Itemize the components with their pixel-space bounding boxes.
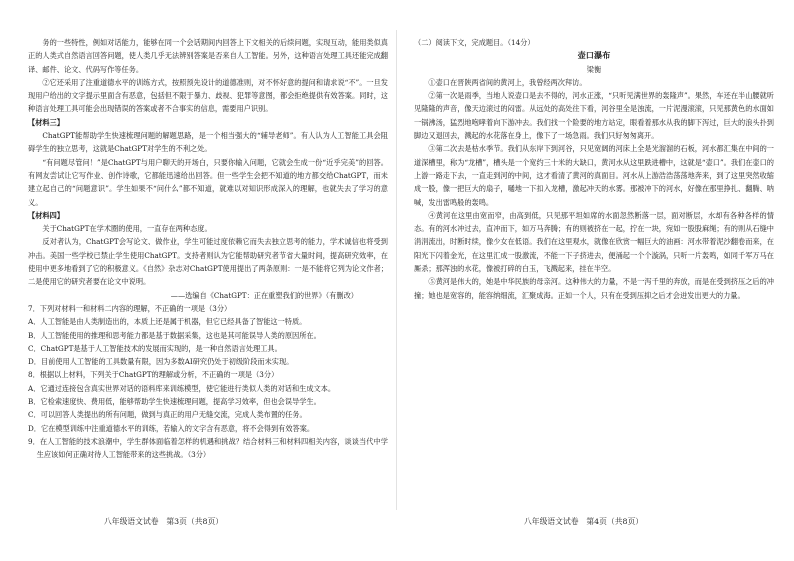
article-paragraph-5: ⑤黄河是伟大的，她是中华民族的母亲河。这种伟大的力量，不是一泻千里的奔放，而是在受到挤压之后的冲撞；她也是宽容的，能容纳细流，汇聚成海。正如一个人，只有在受到压抑之后才会迸发出更大的力量。	[414, 277, 774, 300]
article-paragraph-2: ②第一次是雨季，当地人说壶口是去不得的，河水正涨，“只听见满世界的轰隆声”。果然，车还在半山腰就听见隆隆的声音，像天边滚过的闷雷。从远处的高处往下看，河谷里全是浊流，一片泥漫滚滚，只见那黄色的水面如一锅沸汤，猛烈地咆哮着向下游冲去。我们找一个险要的地方站定，眼看着那水从我的脚下泻过，巨大的浪头扑到脚边又退回去，溅起的水花落在身上，像下了一场急雨。我们只好匆匆离开。	[414, 91, 774, 141]
question-8-option-c: C．可以回答人类提出的所有问题，做到与真正的用户无缝交流，完成人类布置的任务。	[28, 410, 307, 420]
paragraph-ethics-training: ②它还采用了注重道德水平的训练方式，按照预先设计的道德准则，对不怀好意的提问和请求说“不”。一旦发现用户给出的文字提示里面含有恶意，包括但不限于暴力、歧视、犯罪等意图，都会拒绝提供有效答案。同时，这种语言处理工具可能会出现错误的答案或者不合事实的信息，需要用户识别。	[28, 77, 388, 114]
question-7-option-c: C．ChatGPT是基于人工智能技术的发展而实现的，是一种自然语言处理工具。	[28, 343, 282, 353]
section-heading: （二）阅读下文，完成题目。（14分）	[414, 38, 535, 47]
material4-heading: 【材料四】	[28, 210, 64, 220]
article-title: 壶口瀑布	[577, 50, 611, 61]
question-7-option-a: A．人工智能是由人类制造出的，本质上还是属于机器，但它已经具备了智能这一特质。	[28, 317, 307, 327]
paragraph-tutor: ChatGPT能帮助学生快速梳理问题的解题思路，是一个相当强大的“辅导老师”。有人认为人工智能工具会阻碍学生的独立思考，这就是ChatGPT对学生的不利之处。	[28, 131, 388, 154]
right-page-column	[414, 36, 774, 302]
paragraph-chatgpt-features: 务的一些特性，例如对话能力，能够在同一个会话期间内回答上下文相关的后续问题，实现互动，能用类似真正的人类式自然语言回答问题，使人类几乎无法辨别答案是否来自人工智能。另外，这种语言处理工具还能完成翻译、邮件、论文、代码写作等任务。	[28, 38, 388, 74]
left-page-column	[28, 36, 388, 462]
paragraph-question-awareness: “有问题尽管问！”是ChatGPT与用户聊天的开场白，只要你输入问题，它就会生成一份“近乎完美”的回答。有网友尝试让它写作业、创作诗歌，它都能迅速给出回答。但一些学生会把不知道的地方都交给ChatGPT，而未建立起自己的“问题意识”。学生如果不“问什么”都不知道，就难以对知识形成深入的理解，也就失去了学习的意义。	[28, 157, 388, 207]
question-7: 7．下列对材料一和材料二内容的理解，不正确的一项是（3分）	[28, 303, 232, 313]
article-paragraph-1: ①壶口在晋陕两省间的黄河上，我曾经两次拜访。	[428, 77, 587, 87]
material3-heading: 【材料三】	[28, 117, 64, 127]
paragraph-two-attitudes: 关于ChatGPT在学术圈的使用，一直存在两种态度。	[42, 224, 212, 234]
footer-page-3: 八年级语文试卷 第3页（共8页）	[104, 517, 224, 526]
question-8: 8．根据以上材料，下列关于ChatGPT的理解或分析，不正确的一项是（3分）	[28, 370, 279, 380]
question-7-option-b: B．人工智能使用的推理和思考能力都是基于数据采集，这也是其可能误导人类的原因所在。	[28, 330, 321, 340]
question-8-option-d: D．它在模型训练中注重道德水平的训练，若输入的文字含有恶意，将不会得到有效答案。	[28, 423, 315, 433]
question-7-option-d: D．目前使用人工智能的工具数量有限，因为多数AI研究仍处于初级阶段而未实现。	[28, 357, 294, 367]
question-8-option-b: B．它检索速度快、费用低，能够帮助学生快速梳理问题，提高学习效率，但也会误导学生。	[28, 397, 321, 407]
paragraph-academic-debate: 反对者认为，ChatGPT会写论文、做作业，学生可能过度依赖它而失去独立思考的能力，学术诚信也将受到冲击。美国一些学校已禁止学生使用ChatGPT。支持者则认为它能帮助研究者节省大量时间，提高研究效率，在使用中更多地看到了它的积极意义。《自然》杂志对ChatGPT使用提出了两条原则：一是不能将它列为论文作者；二是使用它的研究者要在论文中说明。	[28, 237, 388, 287]
article-paragraph-3: ③第二次去是枯水季节。我们从东岸下到河谷，只见宽阔的河床上全是光溜溜的石板，河水都汇集在中间的一道深槽里，称为“龙槽”，槽头是一个宽约三十米的大缺口，黄河水从这里跌进槽中，这就是“壶口”。我们在壶口的上游一路走下去，一直走到河的中间，这才看清了黄河的真面目。河水从上游浩浩荡荡地奔来，到了这里突然收缩成一股，像一把巨大的扇子，嗵地一下扣入龙槽，激起冲天的水雾。那被冲下的河水，好像在那里挣扎、翻腾、呐喊，发出雷鸣般的轰鸣。	[414, 144, 774, 207]
article-paragraph-4: ④黄河在这里由宽而窄，由高到低，只见那平坦如席的水面忽然断落一层，面对断层，水却有各种各样的情态。有的河水冲过去，直冲而下，如万马奔腾；有的则被挤在一起，拧在一块，宛如一股股麻绳；有的则从石缝中涓涓流出，时断时续，像少女在低语。我们在这里观水，就像在欣赏一幅巨大的油画：河水带着泥沙翻卷而来，在阳光下闪着金光，在这里汇成一股激流，不能一下子挤进去，便涌起一个个漩涡，只听一片轰鸣，如同千军万马在厮杀；那浑浊的水花，像被打碎的白玉，飞溅起来，挂在半空。	[414, 210, 774, 274]
article-author: 梁衡	[586, 64, 602, 74]
source-citation: ——选编自《ChatGPT：正在重塑我们的世界》（有删改）	[170, 290, 358, 300]
page-divider	[396, 30, 397, 510]
question-8-option-a: A．它通过连接包含真实世界对话的语料库来训练模型，使它能进行类似人类的对话和生成文本。	[28, 383, 336, 393]
footer-page-4: 八年级语文试卷 第4页（共8页）	[524, 517, 644, 526]
question-9: 9．在人工智能的技术浪潮中，学生群体面临着怎样的机遇和挑战？结合材料三和材料四相关内容，谈谈当代中学生应该如何正确对待人工智能带来的这些挑战。（3分）	[28, 436, 388, 460]
